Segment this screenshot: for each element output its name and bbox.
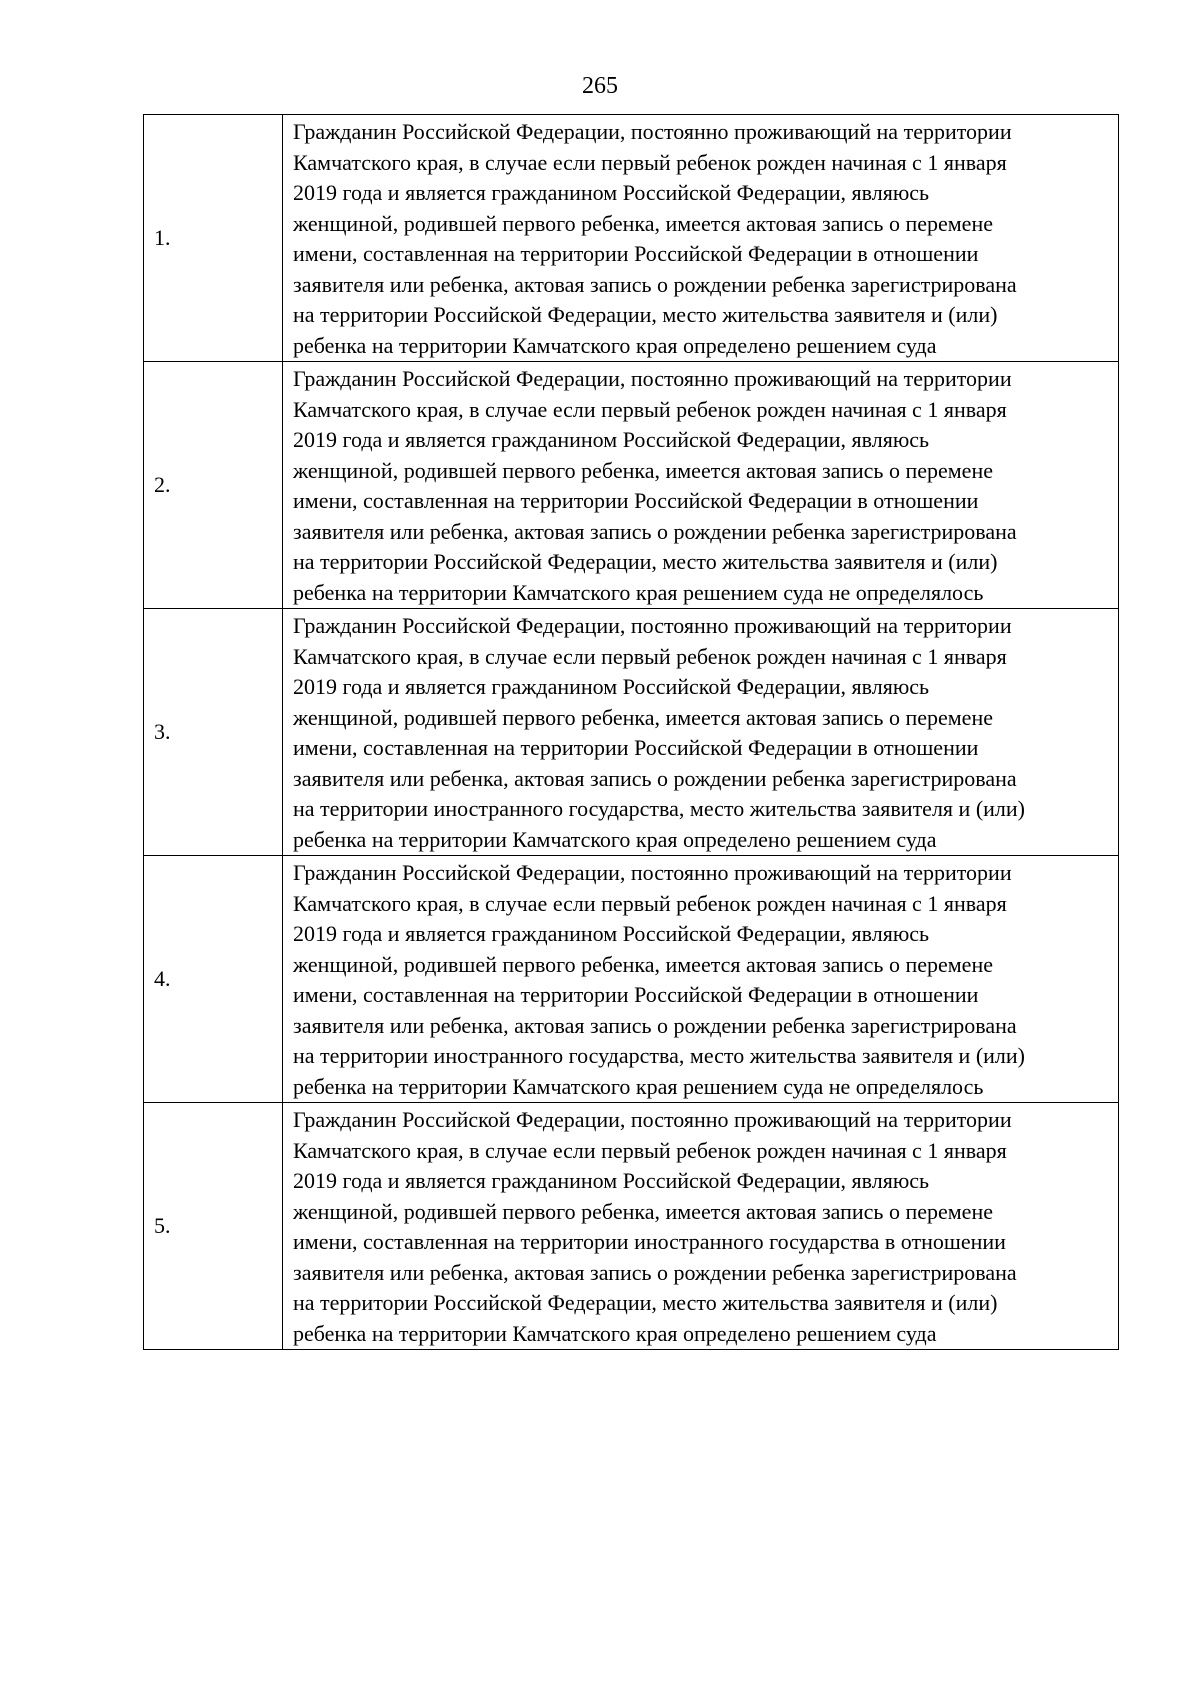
text-line: женщиной, родившей первого ребенка, имеется актовая запись о перемене [293,457,993,483]
row-number: 3. [144,609,283,856]
row-text [283,609,1119,856]
row-text [283,1103,1119,1350]
row-number: 4. [144,856,283,1103]
text-line: на территории Российской Федерации, место жительства заявителя и (или) [293,549,998,574]
text-line: женщиной, родившей первого ребенка, имеется актовая запись о перемене [293,951,993,977]
text-line: на территории иностранного государства, место жительства заявителя и (или) [293,1043,1025,1068]
text-line: 2019 года и является гражданином Российской Федерации, являюсь [293,1168,930,1193]
text-line: Гражданин Российской Федерации, постоянно проживающий на территории [293,860,1012,885]
text-line: Камчатского края, в случае если первый ребенок рожден начиная с 1 января [293,643,1007,669]
text-line: женщиной, родившей первого ребенка, имеется актовая запись о перемене [293,210,993,236]
text-line: имени, составленная на территории Российской Федерации в отношении [293,488,979,513]
table-row [144,856,1119,1103]
table-row [144,362,1119,609]
text-line: ребенка на территории Камчатского края определено решением суда [293,1320,937,1346]
row-text [283,362,1119,609]
text-line: ребенка на территории Камчатского края определено решением суда [293,332,937,358]
text-line: 2019 года и является гражданином Российской Федерации, являюсь [293,427,930,452]
row-text [283,115,1119,362]
text-line: женщиной, родившей первого ребенка, имеется актовая запись о перемене [293,704,993,730]
text-line: Гражданин Российской Федерации, постоянно проживающий на территории [293,366,1012,391]
text-line: 2019 года и является гражданином Российской Федерации, являюсь [293,674,930,699]
text-line: заявителя или ребенка, актовая запись о рождении ребенка зарегистрирована [293,518,1017,544]
row-number: 5. [144,1103,283,1350]
text-line: Гражданин Российской Федерации, постоянно проживающий на территории [293,1107,1012,1132]
text-line: имени, составленная на территории Российской Федерации в отношении [293,735,979,760]
table-row [144,115,1119,362]
text-line: 2019 года и является гражданином Российской Федерации, являюсь [293,180,930,205]
text-line: 2019 года и является гражданином Российской Федерации, являюсь [293,921,930,946]
text-line: на территории Российской Федерации, место жительства заявителя и (или) [293,1290,998,1315]
text-line: заявителя или ребенка, актовая запись о рождении ребенка зарегистрирована [293,1012,1017,1038]
text-line: Гражданин Российской Федерации, постоянно проживающий на территории [293,613,1012,638]
text-line: имени, составленная на территории Российской Федерации в отношении [293,982,979,1007]
text-line: имени, составленная на территории Российской Федерации в отношении [293,241,979,266]
text-line: Камчатского края, в случае если первый ребенок рожден начиная с 1 января [293,149,1007,175]
text-line: ребенка на территории Камчатского края решением суда не определялось [293,579,984,605]
text-line: Гражданин Российской Федерации, постоянно проживающий на территории [293,119,1012,144]
page-number: 265 [582,73,618,99]
text-line: имени, составленная на территории иностранного государства в отношении [293,1229,1006,1254]
row-number: 2. [144,362,283,609]
text-line: заявителя или ребенка, актовая запись о рождении ребенка зарегистрирована [293,271,1017,297]
document-table [143,114,1119,1350]
text-line: Камчатского края, в случае если первый ребенок рожден начиная с 1 января [293,396,1007,422]
text-line: заявителя или ребенка, актовая запись о рождении ребенка зарегистрирована [293,1259,1017,1285]
row-number: 1. [144,115,283,362]
text-line: Камчатского края, в случае если первый ребенок рожден начиная с 1 января [293,890,1007,916]
text-line: на территории иностранного государства, место жительства заявителя и (или) [293,796,1025,821]
text-line: на территории Российской Федерации, место жительства заявителя и (или) [293,302,998,327]
text-line: ребенка на территории Камчатского края определено решением суда [293,826,937,852]
text-line: женщиной, родившей первого ребенка, имеется актовая запись о перемене [293,1198,993,1224]
table-row [144,1103,1119,1350]
row-text [283,856,1119,1103]
text-line: Камчатского края, в случае если первый ребенок рожден начиная с 1 января [293,1137,1007,1163]
table-row [144,609,1119,856]
text-line: ребенка на территории Камчатского края решением суда не определялось [293,1073,984,1099]
text-line: заявителя или ребенка, актовая запись о рождении ребенка зарегистрирована [293,765,1017,791]
